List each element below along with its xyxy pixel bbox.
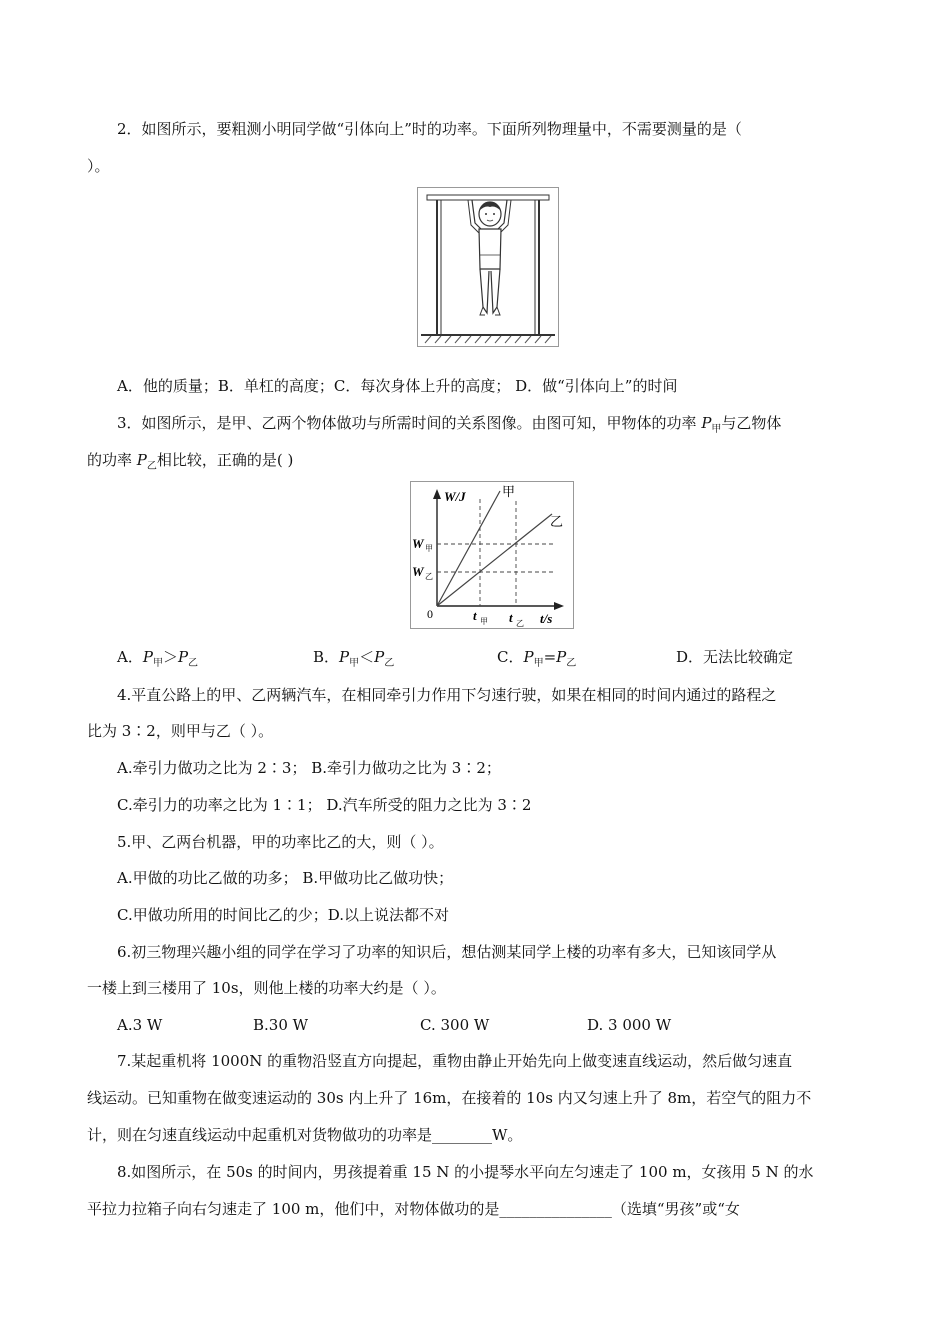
series-jia-label: 甲	[502, 484, 516, 499]
q6-option-c: C. 300 W	[420, 1016, 490, 1034]
sub-jia: 甲	[533, 658, 544, 669]
p-symbol: P	[142, 648, 153, 666]
q3-text-b: 与乙物体	[721, 414, 782, 432]
opt-letter: B．	[313, 648, 340, 666]
opt-letter: A．	[117, 648, 143, 666]
sub-yi: 乙	[146, 461, 157, 472]
q2-stem-line1: 2．如图所示，要粗测小明同学做“引体向上”时的功率。下面所列物理量中，不需要测量的是（	[117, 120, 742, 138]
t-yi-sub: 乙	[516, 619, 524, 628]
p-symbol: P	[556, 648, 567, 666]
q7-stem-line1: 7.某起重机将 1000N 的重物沿竖直方向提起，重物由静止开始先向上做变速直线运动，然后做匀速直	[117, 1052, 793, 1070]
sub-yi: 乙	[566, 658, 577, 669]
sub-jia: 甲	[152, 658, 163, 669]
q6-option-a: A.3 W	[117, 1016, 163, 1034]
sub-yi: 乙	[188, 658, 199, 669]
q5-options-2: C.甲做功所用的时间比乙的少；D.以上说法都不对	[117, 906, 449, 924]
q6-option-b: B.30 W	[253, 1016, 309, 1034]
origin-label: 0	[427, 607, 433, 621]
p-symbol: P	[701, 414, 712, 432]
w-yi-label: W	[412, 564, 424, 579]
y-axis-label: W/J	[444, 489, 466, 504]
q3-option-a	[117, 646, 198, 675]
q3-stem-line1	[117, 412, 781, 441]
p-symbol: P	[523, 648, 534, 666]
w-jia-sub: 甲	[425, 544, 433, 553]
q6-stem-line1: 6.初三物理兴趣小组的同学在学习了功率的知识后，想估测某同学上楼的功率有多大，已知该同学从	[117, 943, 777, 961]
p-symbol: P	[339, 648, 350, 666]
sub-yi: 乙	[384, 658, 395, 669]
pull-up-figure	[417, 187, 559, 347]
q6-option-d: D. 3 000 W	[587, 1016, 672, 1034]
t-jia-label: t	[473, 608, 477, 623]
q4-options-1: A.牵引力做功之比为 2∶3； B.牵引力做功之比为 3∶2；	[117, 759, 501, 777]
p-symbol: P	[136, 451, 147, 469]
relation: ＜	[359, 648, 375, 666]
q4-options-2: C.牵引力的功率之比为 1∶1； D.汽车所受的阻力之比为 3∶2	[117, 796, 532, 814]
p-symbol: P	[177, 648, 189, 666]
q2-options: A．他的质量；B．单杠的高度；C．每次身体上升的高度； D．做“引体向上”的时间	[117, 377, 678, 395]
sub-jia: 甲	[711, 424, 722, 435]
p-symbol: P	[374, 648, 385, 666]
opt-letter: C．	[497, 648, 524, 666]
q5-stem: 5.甲、乙两台机器，甲的功率比乙的大，则（ ）。	[117, 833, 444, 851]
sub-jia: 甲	[349, 658, 360, 669]
t-jia-sub: 甲	[480, 617, 488, 626]
q4-stem-line1: 4.平直公路上的甲、乙两辆汽车，在相同牵引力作用下匀速行驶，如果在相同的时间内通过的路程之	[117, 686, 777, 704]
series-jia-line	[437, 491, 500, 606]
series-yi-label: 乙	[550, 514, 564, 529]
q3-text-d: 相比较，正确的是( )	[156, 451, 294, 469]
q5-options-1: A.甲做的功比乙做的功多； B.甲做功比乙做功快；	[117, 869, 454, 887]
q6-stem-line2: 一楼上到三楼用了 10s，则他上楼的功率大约是（ ）。	[87, 979, 446, 997]
q3-option-c	[497, 646, 576, 675]
w-yi-sub: 乙	[425, 572, 433, 581]
series-yi-line	[437, 514, 552, 606]
w-jia-label: W	[412, 536, 424, 551]
relation: =	[543, 648, 557, 666]
q7-stem-line2: 线运动。已知重物在做变速运动的 30s 内上升了 16m，在接着的 10s 内又匀速上升了 8m，若空气的阻力不	[87, 1089, 812, 1107]
q3-option-b	[313, 646, 394, 675]
relation: ＞	[162, 648, 178, 666]
q4-stem-line2: 比为 3∶2，则甲与乙（ ）。	[87, 722, 274, 740]
q8-stem-line1: 8.如图所示，在 50s 的时间内，男孩提着重 15 N 的小提琴水平向左匀速走了 100 m，女孩用 5 N 的水	[117, 1163, 814, 1181]
t-yi-label: t	[509, 610, 513, 625]
q7-stem-line3: 计，则在匀速直线运动中起重机对货物做功的功率是________W。	[87, 1126, 523, 1144]
q3-text-a: 3．如图所示，是甲、乙两个物体做功与所需时间的关系图像。由图可知，甲物体的功率	[117, 414, 702, 432]
q3-text-c: 的功率	[87, 451, 137, 469]
q3-stem-line2	[87, 449, 293, 478]
q8-stem-line2: 平拉力拉箱子向右匀速走了 100 m，他们中，对物体做功的是_______________（选填“男孩”或“女	[87, 1200, 740, 1218]
q2-stem-line2: ）。	[87, 157, 110, 175]
x-axis-label: t/s	[540, 611, 553, 626]
work-time-graph	[410, 481, 574, 629]
q3-option-d: D．无法比较确定	[676, 648, 794, 666]
